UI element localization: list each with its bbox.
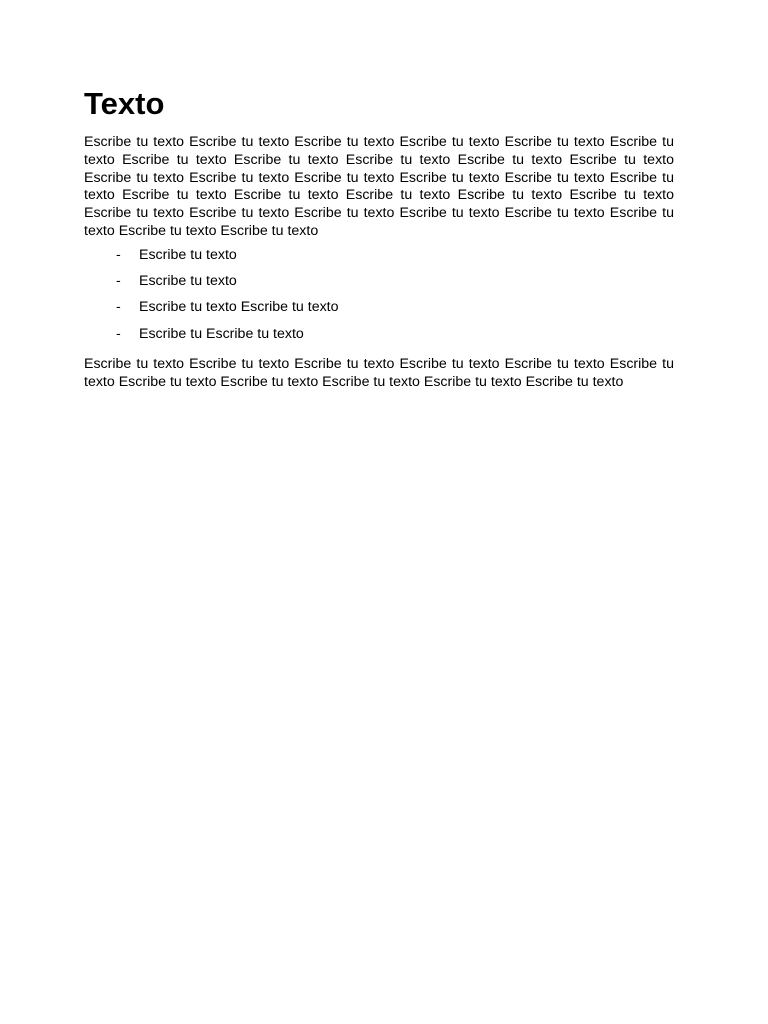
list-item <box>84 326 674 352</box>
list-marker: - <box>116 246 121 263</box>
body-paragraph-1: Escribe tu texto Escribe tu texto Escribe tu texto Escribe tu texto Escribe tu texto Escribe tu texto Escribe tu texto Escribe tu texto Escribe tu texto Escribe tu texto Escribe tu texto Escribe tu texto Escribe tu texto Escribe tu texto Escribe tu texto Escribe tu texto Escribe tu texto Escribe tu texto Escribe tu texto Escribe tu texto Escribe tu texto Escribe tu texto Escribe tu texto Escribe tu texto Escribe tu texto Escribe tu texto Escribe tu texto Escribe tu texto Escribe tu texto Escribe tu texto <box>84 134 674 239</box>
list-item-text: Escribe tu texto <box>139 273 237 290</box>
list-item <box>84 273 674 299</box>
list-item <box>84 247 674 273</box>
list-marker: - <box>116 299 121 316</box>
bullet-list <box>84 247 674 352</box>
list-marker: - <box>116 273 121 290</box>
list-item-text: Escribe tu Escribe tu texto <box>139 325 304 342</box>
list-item-text: Escribe tu texto <box>139 246 237 263</box>
list-item-text: Escribe tu texto Escribe tu texto <box>139 299 339 316</box>
list-marker: - <box>116 325 121 342</box>
document-page <box>84 84 674 392</box>
body-paragraph-2: Escribe tu texto Escribe tu texto Escribe tu texto Escribe tu texto Escribe tu texto Escribe tu texto Escribe tu texto Escribe tu texto Escribe tu texto Escribe tu texto Escribe tu texto <box>84 355 674 390</box>
document-title: Texto <box>84 86 165 121</box>
list-item <box>84 299 674 325</box>
